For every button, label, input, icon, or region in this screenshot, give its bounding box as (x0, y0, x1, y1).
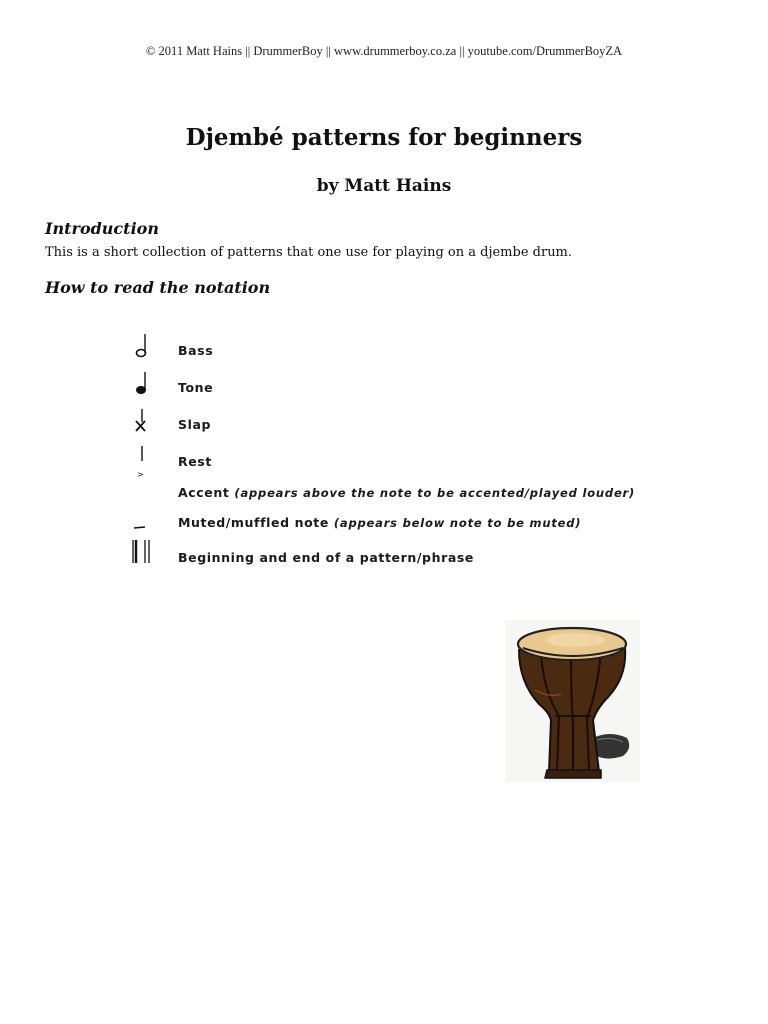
legend-rest: Rest (178, 454, 212, 469)
legend-accent: Accent (appears above the note to be accented/played louder) (178, 485, 636, 500)
author-byline: by Matt Hains (316, 176, 452, 196)
legend-tone: Tone (178, 380, 214, 395)
rest-icon (130, 444, 152, 466)
page-title: Djembé patterns for beginners (185, 124, 583, 151)
page-header: © 2011 Matt Hains || DrummerBoy || www.drummerboy.co.za || youtube.com/DrummerBoyZA (145, 44, 623, 58)
notation-heading: How to read the notation (45, 278, 271, 297)
djembe-drum-illustration (505, 620, 640, 782)
introduction-text: This is a short collection of patterns that one use for playing on a djembe drum. (45, 245, 573, 260)
legend-slap: Slap (178, 417, 212, 432)
tone-note-icon (130, 370, 152, 398)
legend-muted: Muted/muffled note (appears below note to be muted) (178, 515, 582, 530)
introduction-heading: Introduction (45, 219, 159, 238)
accent-icon: > (137, 470, 144, 479)
pattern-bar-icon (128, 538, 156, 566)
legend-bass: Bass (178, 343, 214, 358)
legend-pattern: Beginning and end of a pattern/phrase (178, 550, 474, 565)
legend-muted-note: (appears below note to be muted) (333, 516, 582, 530)
muted-note-icon (130, 523, 152, 533)
bass-note-icon (130, 332, 152, 360)
legend-accent-note: (appears above the note to be accented/played louder) (234, 486, 636, 500)
slap-note-icon (130, 408, 152, 436)
